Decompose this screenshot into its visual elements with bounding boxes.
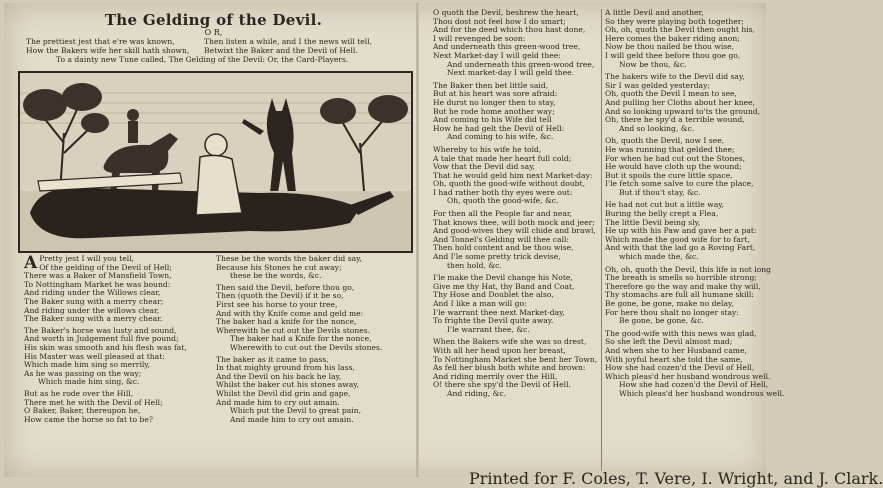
verse-line: And the Devil on his back he lay, (216, 371, 342, 381)
verse-column-1 (24, 255, 214, 427)
verse-line: How he had gelt the Devil of Hell: (433, 123, 565, 133)
stanza (605, 137, 765, 197)
stanza (24, 255, 214, 324)
stanza (605, 264, 771, 326)
verse-line: To frighte the Devil quite away. (433, 316, 554, 326)
stanza (216, 284, 406, 353)
stanza (216, 255, 406, 281)
intro-left (26, 37, 201, 55)
drop-cap: A (24, 253, 38, 273)
verse-line: That knows thee, will both mock and jeer; (433, 217, 595, 227)
stanza (433, 82, 603, 142)
verse-line: Next market-day I will geld thee. (447, 68, 575, 78)
verse-line: then hold, &c. (447, 260, 502, 270)
verse-line: I'le fetch some salve to cure the place, (605, 179, 754, 189)
stanza (24, 327, 214, 387)
verse-line: First see his horse to your tree, (216, 299, 338, 309)
verse-line: I'le warrant thee next Market-day, (433, 307, 565, 317)
verse-line: And good-wives they will chide and brawl, (433, 226, 596, 236)
verse-line: Which made the good wife for to fart, (605, 234, 750, 244)
verse-line: And worth in Judgement full five pound; (24, 334, 179, 344)
verse-line: And riding merrily over the Hill, (433, 371, 558, 381)
verse-line: The breath is smells so horrible strong; (605, 273, 757, 283)
verse-line: He up with his Paw and gave her a pat: (605, 226, 757, 236)
verse-line: Then hold content and be thou wise, (433, 243, 574, 253)
verse-line: Because his Stones he cut away; (216, 262, 342, 272)
verse-line: Sir I was gelded yesterday; (605, 80, 710, 90)
verse-line: Oh, quoth the good-wife, &c. (447, 196, 559, 206)
verse-line: these be the words, &c. (230, 271, 322, 281)
verse-line: Which put the Devil to great pain, (230, 406, 362, 416)
verse-line: And I'le some pretty trick devise, (433, 252, 561, 262)
verse-line: And made him to cry out amain. (230, 414, 354, 424)
verse-line: And for the deed which thou hast done, (433, 25, 586, 35)
verse-line: Here comes the baker riding anon; (605, 33, 740, 43)
verse-line: As fell her blush both white and brown: (433, 363, 586, 373)
verse-line: I had rather both thy eyes were out: (433, 187, 573, 197)
verse-line: But if thou't stay, &c. (619, 187, 701, 197)
verse-line: For then all the People far and near, (433, 209, 573, 219)
verse-line: So they were playing both together; (605, 16, 744, 26)
verse-line: There met he with the Devil of Hell; (24, 397, 163, 407)
verse-line: And coming to his Wife did tell (433, 115, 552, 125)
stanza (605, 73, 765, 133)
verse-line: But it spoils the cure little space, (605, 170, 733, 180)
verse-line: And so looking upward to'ts the ground, (605, 106, 761, 116)
verse-line: And pulling her Cloths about her knee, (605, 97, 755, 107)
verse-line: There was a Baker of Mansfield Town, (24, 271, 172, 281)
verse-line: To Nottingham Market he was bound: (24, 279, 171, 289)
verse-line: He was running that gelded thee; (605, 144, 735, 154)
intro-line: Then listen a while, and I the news will tell, (204, 37, 373, 46)
verse-line: As he was passing on the way; (24, 368, 142, 378)
verse-line: And riding under the Willows clear, (24, 288, 161, 298)
verse-line: When the Bakers wife she was so drest, (433, 337, 587, 347)
stanza (605, 9, 765, 69)
stanza (433, 274, 603, 334)
verse-column-4 (605, 8, 785, 403)
verse-line: Which made him sing so merrily, (24, 360, 150, 370)
stanza (24, 390, 214, 424)
stanza (216, 356, 406, 425)
verse-line: I will revenged be soon: (433, 33, 526, 43)
verse-line: Oh, quoth the Devil, now I see, (605, 136, 725, 146)
intro-line: Betwixt the Baker and the Devil of Hell. (204, 46, 358, 55)
verse-line: Of the gelding of the Devil of Hell; (39, 262, 172, 272)
verse-line: And when she to her Husband came, (605, 345, 747, 355)
verse-line: Which pleas'd her husband wondrous well. (605, 371, 771, 381)
verse-line: which made the, &c. (619, 252, 699, 262)
verse-line: Thou dost not feel how I do smart; (433, 16, 566, 26)
woodcut-illustration (18, 71, 413, 253)
imprint-line: Printed for F. Coles, T. Vere, I. Wright, and J. Clark. (469, 469, 883, 488)
verse-line: And underneath this green-wood tree, (447, 59, 595, 69)
intro-verse (16, 37, 411, 73)
verse-line: And underneath this green-wood tree, (433, 42, 581, 52)
verse-column-2 (216, 255, 406, 427)
verse-line: But he rode home another way; (433, 106, 555, 116)
verse-line: These be the words the baker did say, (216, 254, 362, 263)
verse-line: With joyful heart she told the same, (605, 354, 743, 364)
verse-line: And coming to his wife, &c. (447, 132, 554, 142)
verse-line: I'le make the Devil change his Note, (433, 273, 573, 283)
verse-line: He durst no longer then to stay, (433, 97, 556, 107)
verse-line: Then said the Devil, before thou go, (216, 282, 355, 292)
verse-line: The Baker sung with a merry chear. (24, 314, 163, 324)
stanza (433, 210, 603, 270)
verse-line: Whereby to his wife he told, (433, 144, 542, 154)
verse-line: And riding under the willows clear, (24, 305, 160, 315)
verse-line: Be gone, be gone, make no delay, (605, 299, 734, 308)
intro-right (204, 37, 404, 55)
verse-line: Then (quoth the Devil) if it be so, (216, 291, 344, 301)
stanza (433, 338, 603, 398)
verse-line: His Master was well pleased at that: (24, 351, 165, 361)
verse-line: His skin was smooth and his flesh was fat, (24, 342, 187, 352)
verse-line: The Baker sung with a merry chear; (24, 296, 164, 306)
verse-line: For when he had cut out the Stones, (605, 153, 746, 163)
verse-line: Wherewith to cut out the Devils stones. (230, 342, 383, 352)
center-fold (416, 3, 419, 477)
verse-line: He had not cut but a little way, (605, 200, 724, 210)
verse-line: Which made him sing, &c. (38, 377, 140, 387)
verse-line: The good-wife with this news was glad, (605, 328, 757, 338)
verse-line: Oh, quoth the Devil I mean to see, (605, 89, 737, 99)
verse-line: Thy Hose and Doublet the also, (433, 290, 554, 300)
verse-line: Pretty jest I will you tell, (39, 254, 135, 263)
verse-line: Now be thou nailed be thou wise, (605, 42, 735, 52)
verse-line: Thy stomachs are full all humane skill: (605, 290, 754, 300)
tune-line: To a dainty new Tune called, The Gelding of the Devil: Or, the Card-Players. (56, 55, 349, 64)
verse-column-3 (433, 9, 603, 403)
verse-line: Oh, quoth the good-wife without doubt, (433, 179, 586, 189)
verse-line: Oh, there he spy'd a terrible wound, (605, 115, 745, 125)
intro-line: How the Bakers wife her skill hath shown, (26, 46, 190, 55)
verse-line: For here thou shalt no longer stay: (605, 307, 739, 317)
verse-line: With all her head upon her breast, (433, 345, 566, 355)
verse-line: I will geld thee before thou goe go, (605, 50, 741, 60)
verse-line: Wherewith he cut out the Devils stones. (216, 325, 371, 335)
verse-line: And with that the lad go a Roving Fart, (605, 243, 756, 253)
verse-line: So she left the Devil almost mad; (605, 337, 733, 347)
stanza (433, 9, 603, 78)
verse-line: Vow that the Devil did say, (433, 162, 535, 172)
intro-line: The prettiest jest that e're was known, (26, 37, 175, 46)
stanza (433, 146, 603, 206)
verse-line: But as he rode over the Hill, (24, 388, 134, 398)
ballad-title: The Gelding of the Devil. (104, 11, 323, 29)
verse-line: A tale that made her heart full cold; (433, 153, 572, 163)
verse-line: That he would geld him next Market-day: (433, 170, 593, 180)
verse-line: The Baker then bet little said, (433, 80, 549, 90)
verse-line: Therefore go the way and make thy will, (605, 281, 761, 291)
verse-line: Give me thy Hat, thy Band and Coat, (433, 281, 575, 291)
left-page (16, 9, 411, 424)
verse-line: The baker had a knife for the nonce, (216, 317, 357, 327)
verse-line: Next Market-day I will geld thee: (433, 50, 561, 60)
verse-line: O Baker, Baker, thereupon he, (24, 406, 141, 416)
verse-line: O! there she spy'd the Devil of Hell. (433, 380, 571, 390)
verse-line: Whilst the baker cut his stones away, (216, 380, 359, 390)
stanza (605, 328, 785, 399)
verse-line: How came the horse so fat to be? (24, 414, 153, 424)
subtitle-or: O R, (204, 28, 223, 37)
verse-line: The baker had a Knife for the nonce, (230, 334, 372, 344)
verse-line: Oh, oh, quoth the Devil, this life is not long (605, 264, 771, 274)
verse-line: And I like a man will go: (433, 299, 527, 308)
verse-line: Whilst the Devil did grin and gape, (216, 388, 351, 398)
verse-line: To Nottingham Market she bent her Town, (433, 354, 598, 364)
verse-line: Now be thou, &c. (619, 59, 687, 69)
verse-line: In that mighty ground from his lass, (216, 363, 355, 373)
verse-line: Be gone, be gone, &c. (619, 316, 704, 326)
verse-line: The bakers wife to the Devil did say, (605, 72, 745, 82)
verse-line: And made him to cry out amain. (216, 397, 340, 407)
verse-line: Which pleas'd her husband wondrous well. (619, 388, 785, 398)
verse-line: How she had cozen'd the Devil of Hell, (619, 380, 769, 390)
verse-line: And with thy Knife come and geld me: (216, 308, 364, 318)
stanza (605, 201, 765, 261)
verse-line: The Baker's horse was lusty and sound, (24, 325, 177, 335)
verse-line: And Tonnel's Gelding will thee call: (433, 234, 569, 244)
broadside-sheet (4, 3, 883, 488)
verse-line: O quoth the Devil, beshrew the heart, (433, 8, 579, 17)
verse-line: How she had cozen'd the Devil of Hell, (605, 363, 755, 373)
verse-line: A little Devil and another, (605, 8, 704, 17)
verse-line: But at his heart was sore afraid: (433, 89, 558, 99)
verse-line: And riding, &c. (447, 388, 507, 398)
verse-line: The little Devil being sly, (605, 217, 701, 227)
verse-line: And so looking, &c. (619, 123, 695, 133)
verse-line: I'le warrant thee, &c. (447, 324, 530, 334)
verse-line: He would have cloth up the wound; (605, 162, 742, 172)
verse-line: The baker as it came to pass, (216, 354, 329, 364)
verse-line: Oh, oh, quoth the Devil then ought his, (605, 25, 755, 35)
verse-line: Buring the belly crept a Flea, (605, 209, 719, 219)
